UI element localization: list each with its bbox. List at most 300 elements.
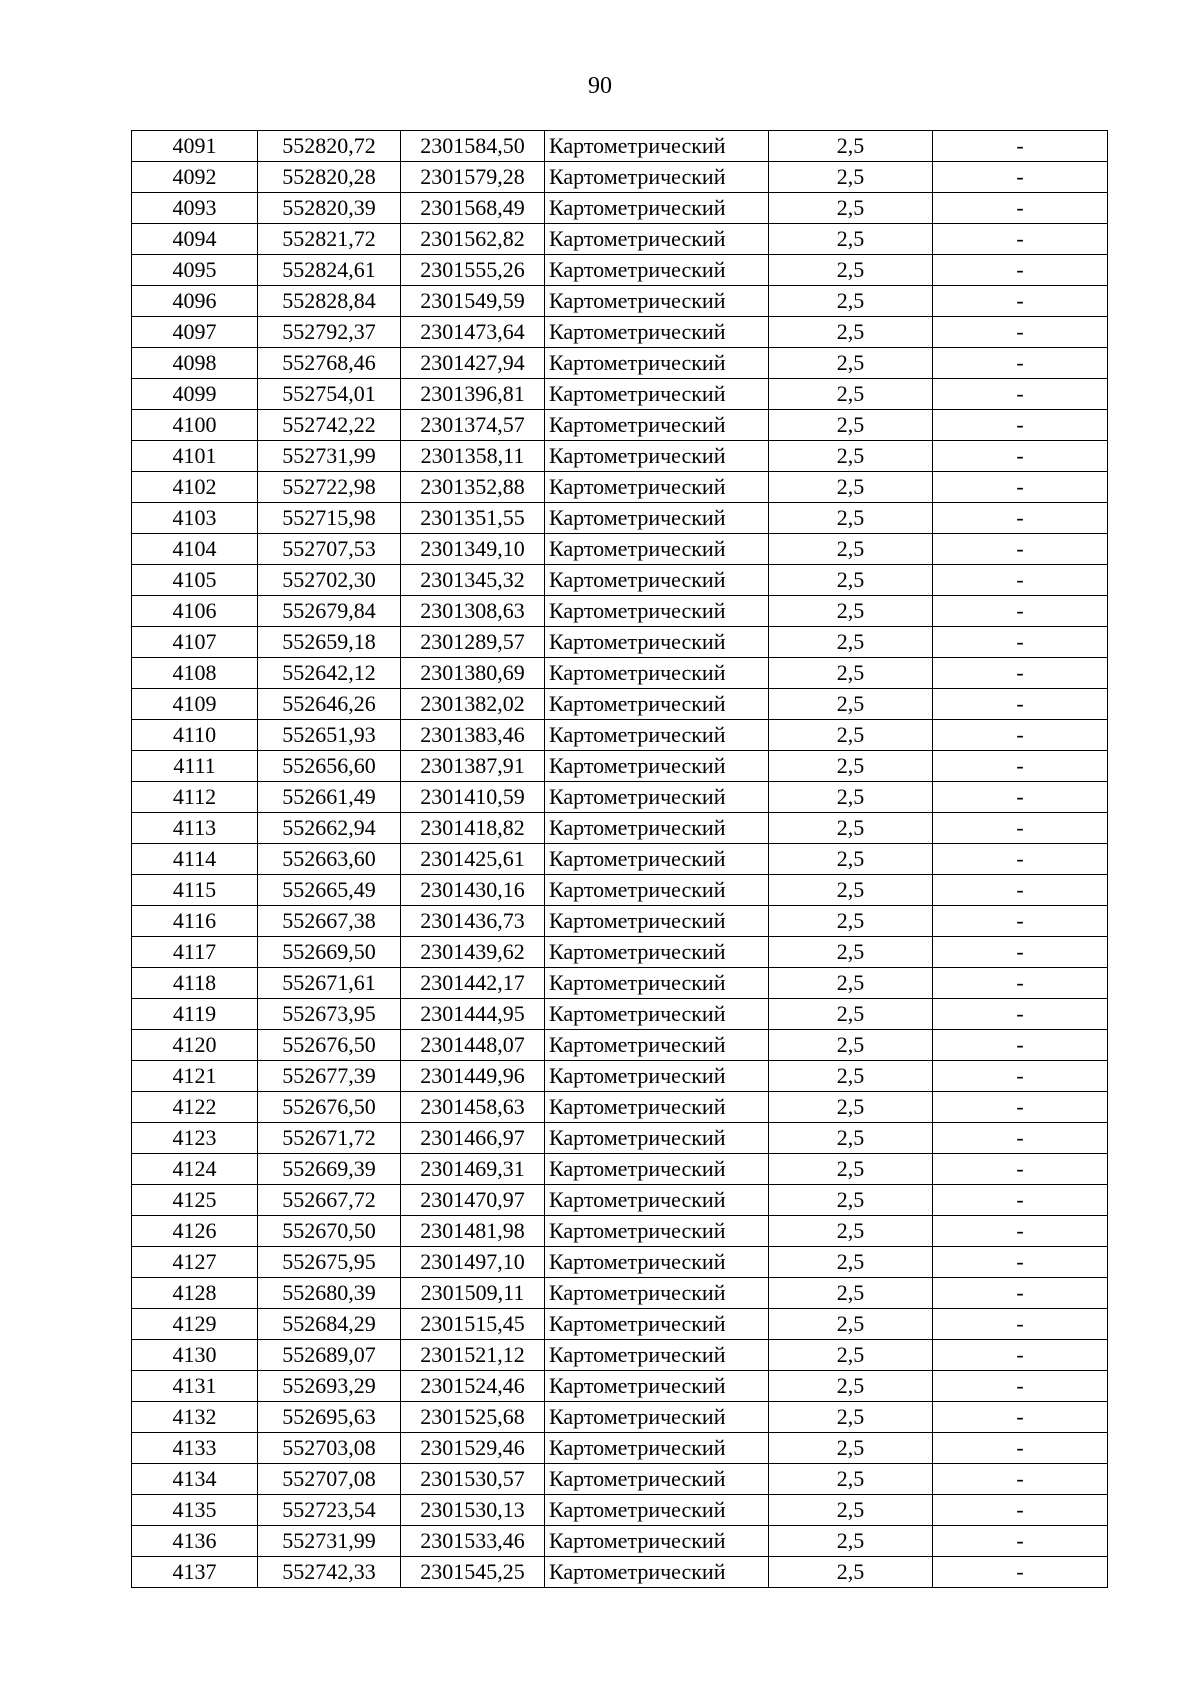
method-cell: Картометрический (545, 1061, 769, 1092)
method-cell: Картометрический (545, 751, 769, 782)
accuracy-cell: 2,5 (769, 441, 933, 472)
method-cell: Картометрический (545, 131, 769, 162)
table-row (132, 1402, 1108, 1433)
note-cell: - (933, 1278, 1108, 1309)
x-coordinate-cell: 552723,54 (258, 1495, 401, 1526)
accuracy-cell: 2,5 (769, 1154, 933, 1185)
x-coordinate-cell: 552675,95 (258, 1247, 401, 1278)
x-coordinate-cell: 552656,60 (258, 751, 401, 782)
point-number-cell: 4137 (132, 1557, 258, 1588)
accuracy-cell: 2,5 (769, 844, 933, 875)
y-coordinate-cell: 2301358,11 (401, 441, 545, 472)
table-row (132, 565, 1108, 596)
y-coordinate-cell: 2301427,94 (401, 348, 545, 379)
accuracy-cell: 2,5 (769, 968, 933, 999)
method-cell: Картометрический (545, 1216, 769, 1247)
table-row (132, 1340, 1108, 1371)
note-cell: - (933, 379, 1108, 410)
table-row (132, 1092, 1108, 1123)
accuracy-cell: 2,5 (769, 131, 933, 162)
y-coordinate-cell: 2301579,28 (401, 162, 545, 193)
y-coordinate-cell: 2301380,69 (401, 658, 545, 689)
x-coordinate-cell: 552651,93 (258, 720, 401, 751)
y-coordinate-cell: 2301562,82 (401, 224, 545, 255)
point-number-cell: 4121 (132, 1061, 258, 1092)
method-cell: Картометрический (545, 1278, 769, 1309)
table-row (132, 1123, 1108, 1154)
table-row (132, 720, 1108, 751)
accuracy-cell: 2,5 (769, 689, 933, 720)
method-cell: Картометрический (545, 565, 769, 596)
x-coordinate-cell: 552673,95 (258, 999, 401, 1030)
note-cell: - (933, 999, 1108, 1030)
x-coordinate-cell: 552821,72 (258, 224, 401, 255)
table-row (132, 441, 1108, 472)
accuracy-cell: 2,5 (769, 348, 933, 379)
method-cell: Картометрический (545, 689, 769, 720)
x-coordinate-cell: 552670,50 (258, 1216, 401, 1247)
method-cell: Картометрический (545, 410, 769, 441)
table-row (132, 1557, 1108, 1588)
table-row (132, 503, 1108, 534)
point-number-cell: 4095 (132, 255, 258, 286)
y-coordinate-cell: 2301470,97 (401, 1185, 545, 1216)
coordinates-table (131, 130, 1108, 1588)
x-coordinate-cell: 552689,07 (258, 1340, 401, 1371)
accuracy-cell: 2,5 (769, 1030, 933, 1061)
x-coordinate-cell: 552667,72 (258, 1185, 401, 1216)
y-coordinate-cell: 2301425,61 (401, 844, 545, 875)
y-coordinate-cell: 2301509,11 (401, 1278, 545, 1309)
point-number-cell: 4133 (132, 1433, 258, 1464)
note-cell: - (933, 1495, 1108, 1526)
table-row (132, 162, 1108, 193)
note-cell: - (933, 844, 1108, 875)
y-coordinate-cell: 2301442,17 (401, 968, 545, 999)
x-coordinate-cell: 552677,39 (258, 1061, 401, 1092)
accuracy-cell: 2,5 (769, 875, 933, 906)
point-number-cell: 4126 (132, 1216, 258, 1247)
note-cell: - (933, 1154, 1108, 1185)
method-cell: Картометрический (545, 286, 769, 317)
point-number-cell: 4103 (132, 503, 258, 534)
y-coordinate-cell: 2301466,97 (401, 1123, 545, 1154)
y-coordinate-cell: 2301382,02 (401, 689, 545, 720)
table-row (132, 1030, 1108, 1061)
y-coordinate-cell: 2301521,12 (401, 1340, 545, 1371)
note-cell: - (933, 1216, 1108, 1247)
x-coordinate-cell: 552820,39 (258, 193, 401, 224)
note-cell: - (933, 1340, 1108, 1371)
table-row (132, 1495, 1108, 1526)
method-cell: Картометрический (545, 1495, 769, 1526)
x-coordinate-cell: 552702,30 (258, 565, 401, 596)
x-coordinate-cell: 552663,60 (258, 844, 401, 875)
table-row (132, 472, 1108, 503)
accuracy-cell: 2,5 (769, 720, 933, 751)
y-coordinate-cell: 2301497,10 (401, 1247, 545, 1278)
point-number-cell: 4104 (132, 534, 258, 565)
x-coordinate-cell: 552667,38 (258, 906, 401, 937)
method-cell: Картометрический (545, 1340, 769, 1371)
accuracy-cell: 2,5 (769, 1216, 933, 1247)
x-coordinate-cell: 552715,98 (258, 503, 401, 534)
accuracy-cell: 2,5 (769, 255, 933, 286)
point-number-cell: 4127 (132, 1247, 258, 1278)
accuracy-cell: 2,5 (769, 1185, 933, 1216)
table-row (132, 968, 1108, 999)
table-row (132, 999, 1108, 1030)
method-cell: Картометрический (545, 906, 769, 937)
note-cell: - (933, 751, 1108, 782)
point-number-cell: 4135 (132, 1495, 258, 1526)
note-cell: - (933, 596, 1108, 627)
method-cell: Картометрический (545, 503, 769, 534)
accuracy-cell: 2,5 (769, 472, 933, 503)
accuracy-cell: 2,5 (769, 813, 933, 844)
accuracy-cell: 2,5 (769, 937, 933, 968)
y-coordinate-cell: 2301387,91 (401, 751, 545, 782)
method-cell: Картометрический (545, 813, 769, 844)
accuracy-cell: 2,5 (769, 565, 933, 596)
method-cell: Картометрический (545, 193, 769, 224)
method-cell: Картометрический (545, 875, 769, 906)
table-row (132, 1526, 1108, 1557)
table-row (132, 1278, 1108, 1309)
y-coordinate-cell: 2301383,46 (401, 720, 545, 751)
point-number-cell: 4136 (132, 1526, 258, 1557)
accuracy-cell: 2,5 (769, 1402, 933, 1433)
x-coordinate-cell: 552754,01 (258, 379, 401, 410)
note-cell: - (933, 193, 1108, 224)
point-number-cell: 4093 (132, 193, 258, 224)
method-cell: Картометрический (545, 1185, 769, 1216)
point-number-cell: 4106 (132, 596, 258, 627)
accuracy-cell: 2,5 (769, 1557, 933, 1588)
note-cell: - (933, 472, 1108, 503)
y-coordinate-cell: 2301530,57 (401, 1464, 545, 1495)
y-coordinate-cell: 2301524,46 (401, 1371, 545, 1402)
table-row (132, 906, 1108, 937)
x-coordinate-cell: 552820,72 (258, 131, 401, 162)
y-coordinate-cell: 2301352,88 (401, 472, 545, 503)
table-row (132, 1061, 1108, 1092)
y-coordinate-cell: 2301515,45 (401, 1309, 545, 1340)
y-coordinate-cell: 2301345,32 (401, 565, 545, 596)
x-coordinate-cell: 552662,94 (258, 813, 401, 844)
point-number-cell: 4129 (132, 1309, 258, 1340)
x-coordinate-cell: 552695,63 (258, 1402, 401, 1433)
accuracy-cell: 2,5 (769, 751, 933, 782)
x-coordinate-cell: 552742,33 (258, 1557, 401, 1588)
y-coordinate-cell: 2301584,50 (401, 131, 545, 162)
y-coordinate-cell: 2301449,96 (401, 1061, 545, 1092)
note-cell: - (933, 1371, 1108, 1402)
table-row (132, 875, 1108, 906)
table-row (132, 131, 1108, 162)
accuracy-cell: 2,5 (769, 1433, 933, 1464)
point-number-cell: 4091 (132, 131, 258, 162)
x-coordinate-cell: 552742,22 (258, 410, 401, 441)
note-cell: - (933, 1247, 1108, 1278)
note-cell: - (933, 937, 1108, 968)
note-cell: - (933, 224, 1108, 255)
method-cell: Картометрический (545, 658, 769, 689)
method-cell: Картометрический (545, 1433, 769, 1464)
point-number-cell: 4134 (132, 1464, 258, 1495)
method-cell: Картометрический (545, 844, 769, 875)
method-cell: Картометрический (545, 255, 769, 286)
point-number-cell: 4100 (132, 410, 258, 441)
note-cell: - (933, 441, 1108, 472)
point-number-cell: 4115 (132, 875, 258, 906)
table-row (132, 844, 1108, 875)
method-cell: Картометрический (545, 968, 769, 999)
x-coordinate-cell: 552707,53 (258, 534, 401, 565)
y-coordinate-cell: 2301545,25 (401, 1557, 545, 1588)
table-row (132, 255, 1108, 286)
x-coordinate-cell: 552731,99 (258, 1526, 401, 1557)
point-number-cell: 4092 (132, 162, 258, 193)
point-number-cell: 4099 (132, 379, 258, 410)
x-coordinate-cell: 552676,50 (258, 1030, 401, 1061)
method-cell: Картометрический (545, 1309, 769, 1340)
note-cell: - (933, 968, 1108, 999)
y-coordinate-cell: 2301289,57 (401, 627, 545, 658)
method-cell: Картометрический (545, 1464, 769, 1495)
note-cell: - (933, 565, 1108, 596)
note-cell: - (933, 1433, 1108, 1464)
table-row (132, 1154, 1108, 1185)
accuracy-cell: 2,5 (769, 193, 933, 224)
table-row (132, 1185, 1108, 1216)
point-number-cell: 4105 (132, 565, 258, 596)
x-coordinate-cell: 552669,50 (258, 937, 401, 968)
x-coordinate-cell: 552679,84 (258, 596, 401, 627)
y-coordinate-cell: 2301410,59 (401, 782, 545, 813)
table-row (132, 1371, 1108, 1402)
point-number-cell: 4109 (132, 689, 258, 720)
point-number-cell: 4101 (132, 441, 258, 472)
coordinates-table-body (132, 131, 1108, 1588)
y-coordinate-cell: 2301469,31 (401, 1154, 545, 1185)
method-cell: Картометрический (545, 348, 769, 379)
y-coordinate-cell: 2301430,16 (401, 875, 545, 906)
point-number-cell: 4132 (132, 1402, 258, 1433)
note-cell: - (933, 627, 1108, 658)
point-number-cell: 4124 (132, 1154, 258, 1185)
note-cell: - (933, 317, 1108, 348)
x-coordinate-cell: 552665,49 (258, 875, 401, 906)
table-row (132, 379, 1108, 410)
accuracy-cell: 2,5 (769, 1247, 933, 1278)
method-cell: Картометрический (545, 1247, 769, 1278)
note-cell: - (933, 1402, 1108, 1433)
y-coordinate-cell: 2301349,10 (401, 534, 545, 565)
method-cell: Картометрический (545, 627, 769, 658)
x-coordinate-cell: 552722,98 (258, 472, 401, 503)
table-row (132, 596, 1108, 627)
y-coordinate-cell: 2301436,73 (401, 906, 545, 937)
table-row (132, 317, 1108, 348)
table-row (132, 348, 1108, 379)
method-cell: Картометрический (545, 999, 769, 1030)
method-cell: Картометрический (545, 1030, 769, 1061)
accuracy-cell: 2,5 (769, 1495, 933, 1526)
note-cell: - (933, 286, 1108, 317)
method-cell: Картометрический (545, 1092, 769, 1123)
table-row (132, 286, 1108, 317)
y-coordinate-cell: 2301308,63 (401, 596, 545, 627)
note-cell: - (933, 782, 1108, 813)
method-cell: Картометрический (545, 162, 769, 193)
note-cell: - (933, 1061, 1108, 1092)
y-coordinate-cell: 2301530,13 (401, 1495, 545, 1526)
note-cell: - (933, 534, 1108, 565)
method-cell: Картометрический (545, 1557, 769, 1588)
point-number-cell: 4110 (132, 720, 258, 751)
point-number-cell: 4123 (132, 1123, 258, 1154)
y-coordinate-cell: 2301374,57 (401, 410, 545, 441)
point-number-cell: 4108 (132, 658, 258, 689)
x-coordinate-cell: 552676,50 (258, 1092, 401, 1123)
accuracy-cell: 2,5 (769, 162, 933, 193)
table-row (132, 1464, 1108, 1495)
y-coordinate-cell: 2301481,98 (401, 1216, 545, 1247)
table-row (132, 813, 1108, 844)
point-number-cell: 4097 (132, 317, 258, 348)
accuracy-cell: 2,5 (769, 1526, 933, 1557)
point-number-cell: 4096 (132, 286, 258, 317)
note-cell: - (933, 503, 1108, 534)
note-cell: - (933, 1092, 1108, 1123)
y-coordinate-cell: 2301448,07 (401, 1030, 545, 1061)
y-coordinate-cell: 2301396,81 (401, 379, 545, 410)
note-cell: - (933, 131, 1108, 162)
x-coordinate-cell: 552646,26 (258, 689, 401, 720)
table-row (132, 534, 1108, 565)
point-number-cell: 4119 (132, 999, 258, 1030)
accuracy-cell: 2,5 (769, 1464, 933, 1495)
note-cell: - (933, 255, 1108, 286)
x-coordinate-cell: 552684,29 (258, 1309, 401, 1340)
method-cell: Картометрический (545, 937, 769, 968)
method-cell: Картометрический (545, 472, 769, 503)
note-cell: - (933, 875, 1108, 906)
accuracy-cell: 2,5 (769, 410, 933, 441)
method-cell: Картометрический (545, 534, 769, 565)
table-row (132, 937, 1108, 968)
note-cell: - (933, 689, 1108, 720)
x-coordinate-cell: 552693,29 (258, 1371, 401, 1402)
x-coordinate-cell: 552671,72 (258, 1123, 401, 1154)
point-number-cell: 4112 (132, 782, 258, 813)
method-cell: Картометрический (545, 317, 769, 348)
point-number-cell: 4111 (132, 751, 258, 782)
y-coordinate-cell: 2301525,68 (401, 1402, 545, 1433)
x-coordinate-cell: 552669,39 (258, 1154, 401, 1185)
note-cell: - (933, 1030, 1108, 1061)
point-number-cell: 4118 (132, 968, 258, 999)
y-coordinate-cell: 2301418,82 (401, 813, 545, 844)
note-cell: - (933, 410, 1108, 441)
note-cell: - (933, 1464, 1108, 1495)
table-row (132, 658, 1108, 689)
accuracy-cell: 2,5 (769, 596, 933, 627)
x-coordinate-cell: 552768,46 (258, 348, 401, 379)
accuracy-cell: 2,5 (769, 379, 933, 410)
point-number-cell: 4113 (132, 813, 258, 844)
table-row (132, 751, 1108, 782)
y-coordinate-cell: 2301568,49 (401, 193, 545, 224)
accuracy-cell: 2,5 (769, 534, 933, 565)
accuracy-cell: 2,5 (769, 503, 933, 534)
x-coordinate-cell: 552661,49 (258, 782, 401, 813)
x-coordinate-cell: 552731,99 (258, 441, 401, 472)
x-coordinate-cell: 552820,28 (258, 162, 401, 193)
table-row (132, 1309, 1108, 1340)
note-cell: - (933, 1526, 1108, 1557)
accuracy-cell: 2,5 (769, 658, 933, 689)
note-cell: - (933, 720, 1108, 751)
method-cell: Картометрический (545, 596, 769, 627)
accuracy-cell: 2,5 (769, 317, 933, 348)
note-cell: - (933, 1185, 1108, 1216)
accuracy-cell: 2,5 (769, 1340, 933, 1371)
y-coordinate-cell: 2301533,46 (401, 1526, 545, 1557)
note-cell: - (933, 906, 1108, 937)
y-coordinate-cell: 2301439,62 (401, 937, 545, 968)
table-row (132, 224, 1108, 255)
point-number-cell: 4107 (132, 627, 258, 658)
accuracy-cell: 2,5 (769, 782, 933, 813)
accuracy-cell: 2,5 (769, 286, 933, 317)
table-row (132, 1247, 1108, 1278)
page-number: 90 (588, 73, 612, 99)
method-cell: Картометрический (545, 1154, 769, 1185)
point-number-cell: 4098 (132, 348, 258, 379)
note-cell: - (933, 162, 1108, 193)
accuracy-cell: 2,5 (769, 1123, 933, 1154)
point-number-cell: 4094 (132, 224, 258, 255)
note-cell: - (933, 348, 1108, 379)
table-row (132, 689, 1108, 720)
y-coordinate-cell: 2301444,95 (401, 999, 545, 1030)
point-number-cell: 4116 (132, 906, 258, 937)
point-number-cell: 4114 (132, 844, 258, 875)
note-cell: - (933, 1309, 1108, 1340)
accuracy-cell: 2,5 (769, 1278, 933, 1309)
table-row (132, 193, 1108, 224)
point-number-cell: 4130 (132, 1340, 258, 1371)
y-coordinate-cell: 2301529,46 (401, 1433, 545, 1464)
accuracy-cell: 2,5 (769, 999, 933, 1030)
accuracy-cell: 2,5 (769, 224, 933, 255)
x-coordinate-cell: 552703,08 (258, 1433, 401, 1464)
table-row (132, 627, 1108, 658)
y-coordinate-cell: 2301549,59 (401, 286, 545, 317)
note-cell: - (933, 1557, 1108, 1588)
method-cell: Картометрический (545, 720, 769, 751)
x-coordinate-cell: 552680,39 (258, 1278, 401, 1309)
x-coordinate-cell: 552792,37 (258, 317, 401, 348)
point-number-cell: 4117 (132, 937, 258, 968)
point-number-cell: 4131 (132, 1371, 258, 1402)
y-coordinate-cell: 2301473,64 (401, 317, 545, 348)
method-cell: Картометрический (545, 1123, 769, 1154)
x-coordinate-cell: 552707,08 (258, 1464, 401, 1495)
method-cell: Картометрический (545, 441, 769, 472)
